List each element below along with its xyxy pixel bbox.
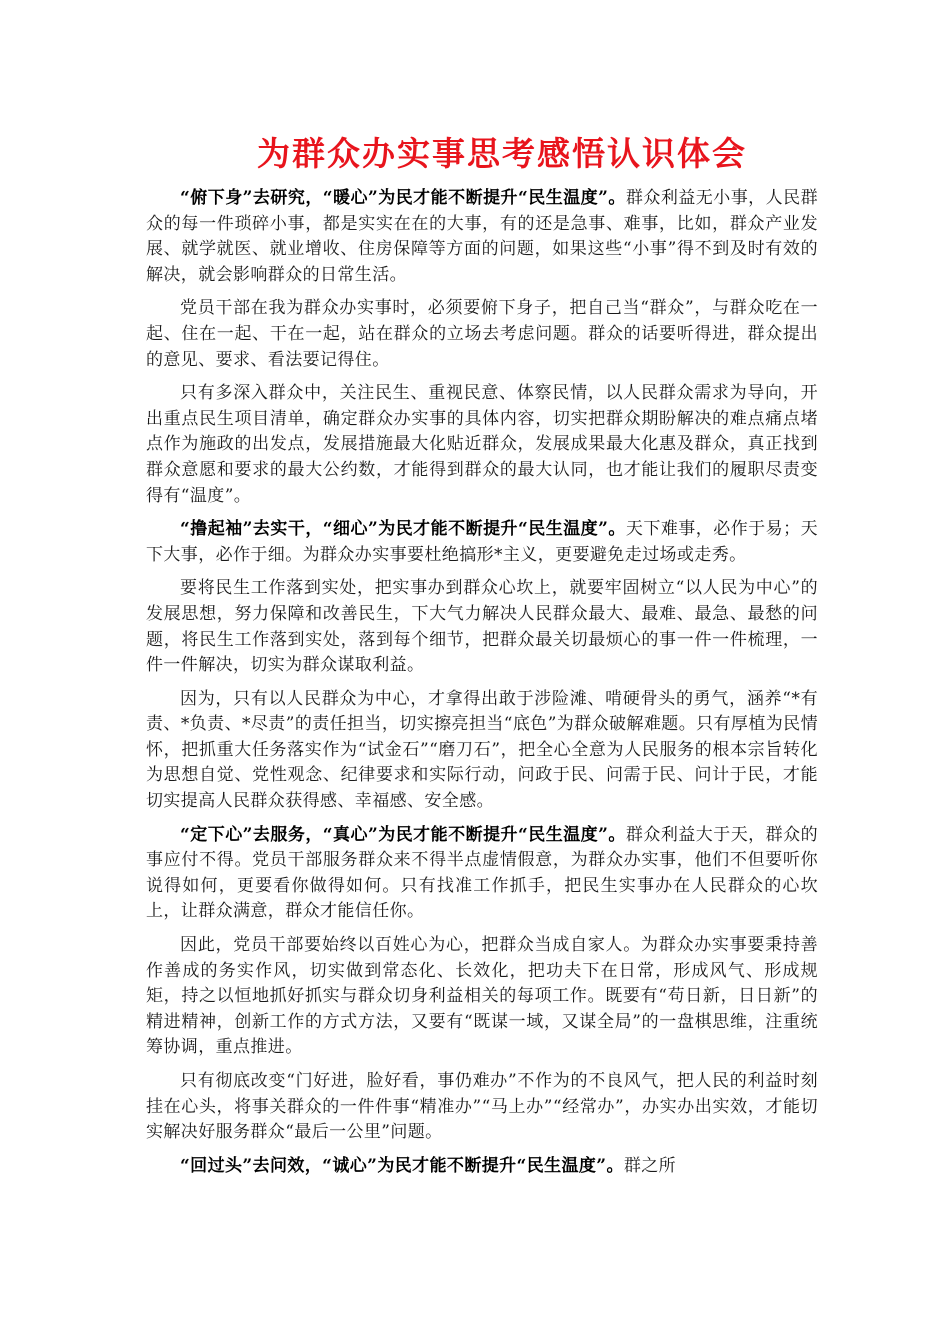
paragraph-text: 因为，只有以人民群众为中心，才拿得出敢于涉险滩、啃硬骨头的勇气，涵养“*有责、*负责、*尽责”的责任担当，切实擦亮担当“底色”为群众破解难题。只有厚植为民情怀，把抓重大任务落实作为“试金石”“磨刀石”，把全心全意为人民服务的根本宗旨转化为思想自觉、党性观念、纪律要求和实际行动，问政于民、问需于民、问计于民，才能切实提高人民群众获得感、幸福感、安全感。 bbox=[146, 688, 818, 812]
paragraph-1 bbox=[146, 186, 818, 288]
paragraph-lead: “回过头”去问效，“诚心”为民才能不断提升“民生温度”。 bbox=[180, 1155, 624, 1176]
paragraph-text: 群众利益无小事，人民群众的每一件琐碎小事，都是实实在在的大事，有的还是急事、难事，比如，群众产业发展、就学就医、就业增收、住房保障等方面的问题，如果这些“小事”得不到及时有效的解决，就会影响群众的日常生活。 bbox=[146, 188, 818, 285]
paragraph-text: 要将民生工作落到实处，把实事办到群众心坎上，就要牢固树立“以人民为中心”的发展思想，努力保障和改善民生，下大气力解决人民群众最大、最难、最急、最愁的问题，将民生工作落到实处，落到每个细节，把群众最关切最烦心的事一件一件梳理，一件一件解决，切实为群众谋取利益。 bbox=[146, 578, 818, 676]
paragraph-text: 只有多深入群众中，关注民生、重视民意、体察民情，以人民群众需求为导向，开出重点民生项目清单，确定群众办实事的具体内容，切实把群众期盼解决的难点痛点堵点作为施政的出发点，发展措施最大化贴近群众，发展成果最大化惠及群众，真正找到群众意愿和要求的最大公约数，才能得到群众的最大认同，也才能让我们的履职尽责变得有“温度”。 bbox=[146, 383, 818, 506]
paragraph-text: 天下难事，必作于易；天下大事，必作于细。为群众办实事要杜绝搞形*主义，更要避免走过场或走秀。 bbox=[146, 519, 818, 565]
paragraph-2 bbox=[146, 296, 818, 373]
paragraph-3 bbox=[146, 381, 818, 509]
paragraph-lead: “定下心”去服务，“真心”为民才能不断提升“民生温度”。 bbox=[180, 824, 626, 845]
paragraph-10 bbox=[146, 1154, 818, 1180]
paragraph-text: 因此，党员干部要始终以百姓心为心，把群众当成自家人。为群众办实事要秉持善作善成的务实作风，切实做到常态化、长效化，把功夫下在日常，形成风气、形成规矩，持之以恒地抓好抓实与群众切身利益相关的每项工作。既要有“苟日新，日日新”的精进精神，创新工作的方式方法，又要有“既谋一域，又谋全局”的一盘棋思维，注重统筹协调，重点推进。 bbox=[146, 935, 818, 1058]
paragraph-lead: “撸起袖”去实干，“细心”为民才能不断提升“民生温度”。 bbox=[180, 519, 626, 540]
paragraph-6 bbox=[146, 687, 818, 815]
document-body bbox=[146, 186, 818, 1187]
paragraph-lead: “俯下身”去研究，“暖心”为民才能不断提升“民生温度”。 bbox=[180, 188, 626, 208]
paragraph-7 bbox=[146, 823, 818, 925]
paragraph-8 bbox=[146, 933, 818, 1061]
document-title: 为群众办实事思考感悟认识体会 bbox=[257, 134, 747, 173]
paragraph-text: 群之所 bbox=[623, 1155, 677, 1176]
paragraph-text: 党员干部在我为群众办实事时，必须要俯下身子，把自己当“群众”，与群众吃在一起、住在一起、干在一起，站在群众的立场去考虑问题。群众的话要听得进，群众提出的意见、要求、看法要记得住。 bbox=[146, 298, 818, 370]
paragraph-9 bbox=[146, 1069, 818, 1146]
paragraph-4 bbox=[146, 517, 818, 568]
paragraph-5 bbox=[146, 576, 818, 678]
paragraph-text: 只有彻底改变“门好进，脸好看，事仍难办”不作为的不良风气，把人民的利益时刻挂在心头，将事关群众的一件件事“精准办”“马上办”“经常办”，办实办出实效，才能切实解决好服务群众“最后一公里”问题。 bbox=[146, 1071, 818, 1143]
paragraph-text: 群众利益大于天，群众的事应付不得。党员干部服务群众来不得半点虚情假意，为群众办实事，他们不但要听你说得如何，更要看你做得如何。只有找准工作抓手，把民生实事办在人民群众的心坎上，让群众满意，群众才能信任你。 bbox=[146, 824, 818, 922]
